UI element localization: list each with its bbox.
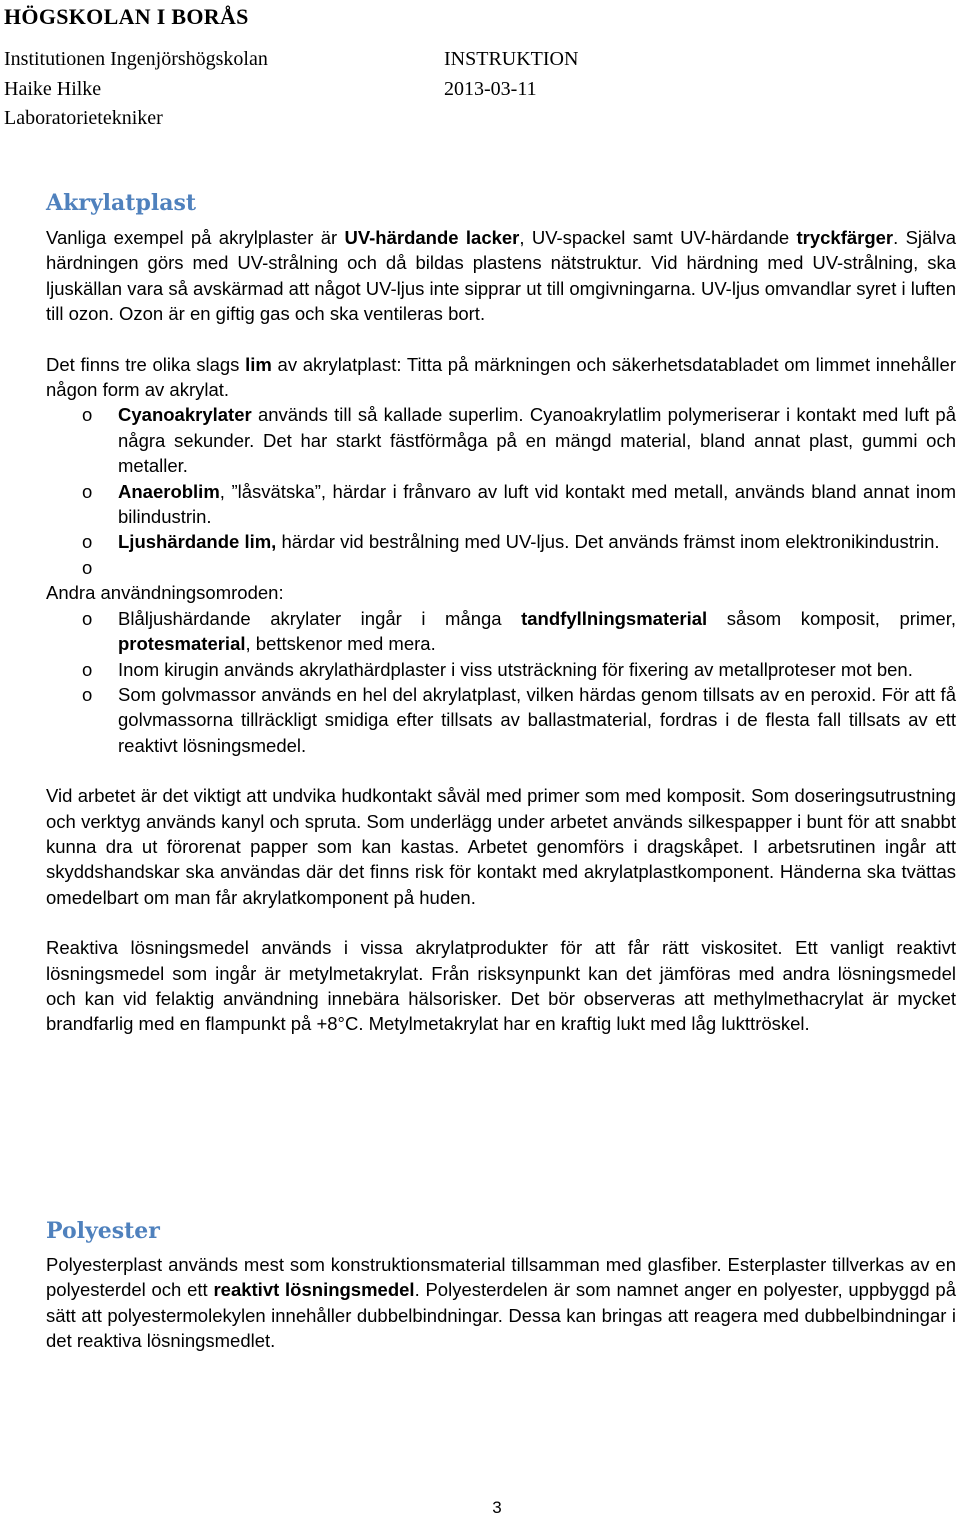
text-run: Polyesterplast används mest som konstruktionsmaterial tillsamman med glasfiber. Esterplaster tillverkas av en polyesterdel och ett xyxy=(46,1254,956,1301)
text-run: . Polyesterdelen är som namnet anger en polyester, uppbyggd på sätt att polyestermolekylen innehåller dubbelbindningar. Dessa kan bringas att reagera med dubbelbindningar i det reaktiva lösningsmedlet. xyxy=(46,1279,956,1352)
author-name: Haike Hilke xyxy=(4,78,102,100)
paragraph-polyester xyxy=(46,1252,956,1354)
paragraph-reactive-solvents: Reaktiva lösningsmedel används i vissa akrylatprodukter för att får rätt viskositet. Ett vanligt reaktivt lösningsmedel som ingår är metylmetakrylat. Från risksynpunkt kan det jämföras med andra lösningsmedel och kan vid felaktig användning innebära hälsorisker. Det bör observeras att methylmethacrylat är mycket brandfarlig med en flampunkt på +8°C. Metylmetakrylat har en kraftig lukt med låg lukttröskel. xyxy=(46,937,956,1035)
list-item xyxy=(46,682,956,758)
list-item-empty xyxy=(46,555,956,580)
bullet: o xyxy=(82,683,93,705)
text-run: Som golvmassor används en hel del akrylatplast, vilken härdas genom tillsats av en peroxid. För att få golvmassorna tillräckligt smidiga efter tillsats av ballastmaterial, fordras i de flesta fall tillsats av ett reaktivt lösningsmedel. xyxy=(118,683,956,756)
text-run: Vanliga exempel på akrylplaster är xyxy=(46,227,345,248)
document-date: 2013-03-11 xyxy=(444,78,537,100)
bold-run: reaktivt lösningsmedel xyxy=(213,1279,415,1301)
document-type: INSTRUKTION xyxy=(444,48,579,70)
bold-run: tandfyllningsmaterial xyxy=(521,607,708,629)
text-run: Inom kirugin används akrylathärdplaster i viss utsträckning för fixering av metallproteser mot ben. xyxy=(118,658,913,680)
section-body-polyester xyxy=(46,1252,956,1354)
organization-name: HÖGSKOLAN I BORÅS xyxy=(4,4,249,29)
text-run: av akrylatplast: Titta på märkningen och säkerhetsdatabladet om limmet innehåller någon form av akrylat. xyxy=(46,353,956,401)
paragraph-intro xyxy=(46,225,956,327)
list-item xyxy=(46,402,956,478)
bold-run: lim xyxy=(245,353,272,375)
list-item xyxy=(46,657,956,682)
glue-types-list xyxy=(46,402,956,580)
bold-run: UV-härdande lacker xyxy=(344,227,520,248)
text-run: . Själva härdningen görs med UV-strålning och då bildas plastens nätstruktur. Vid härdning med UV-strålning, ska ljuskällan vara så avskärmad att något UV-ljus inte sipprar ut till omgivningarna. UV-ljus omvandlar syret i luften till ozon. Ozon är en giftig gas och ska ventileras bort. xyxy=(46,227,956,325)
bold-run: tryckfärger xyxy=(796,227,894,248)
text-run: Blåljushärdande akrylater ingår i många xyxy=(118,607,522,629)
bold-run: Anaeroblim xyxy=(118,480,220,502)
paragraph-lim xyxy=(46,352,956,403)
section-heading-akrylatplast: Akrylatplast xyxy=(46,190,197,216)
other-uses-list xyxy=(46,606,956,758)
text-run: , ”låsvätska”, härdar i frånvaro av luft vid kontakt med metall, används bland annat inom bilindustrin. xyxy=(118,480,956,528)
bullet: o xyxy=(82,404,93,426)
text-run: härdar vid bestrålning med UV-ljus. Det används främst inom elektronikindustrin. xyxy=(276,531,940,553)
text-run: , bettskenor med mera. xyxy=(245,633,436,655)
bullet: o xyxy=(82,531,93,553)
bold-run: Cyanoakrylater xyxy=(118,404,252,426)
list-item xyxy=(46,606,956,657)
paragraph-work-safety: Vid arbetet är det viktigt att undvika hudkontakt såväl med primer som med komposit. Som doseringsutrustning och verktyg används kanyl och spruta. Som underlägg under arbetet används silkespapper i bunt för att snabbt kunna dra ut förorenat papper som kan kastas. Arbetet genomförs i dragskåpet. I arbetsrutinen ingår att skyddshandskar ska användas där det finns risk för kontakt med akrylatplastkomponent. Händerna ska tvättas omedelbart om man får akrylatkomponent på huden. xyxy=(46,785,956,908)
section-heading-polyester: Polyester xyxy=(46,1218,160,1244)
list-item xyxy=(46,529,956,554)
bullet: o xyxy=(82,607,93,629)
department-name: Institutionen Ingenjörshögskolan xyxy=(4,48,268,70)
bullet: o xyxy=(82,658,93,680)
bold-run: Ljushärdande lim, xyxy=(118,531,277,553)
bullet: o xyxy=(82,556,93,578)
text-run: såsom komposit, primer, xyxy=(707,607,956,629)
text-run: Det finns tre olika slags xyxy=(46,353,246,375)
page-number: 3 xyxy=(492,1498,502,1517)
list-item xyxy=(46,479,956,530)
other-uses-label: Andra användningsomroden: xyxy=(46,582,284,604)
text-run: används till så kallade superlim. Cyanoakrylatlim polymeriserar i kontakt med luft på några sekunder. Det har starkt fästförmåga på en mängd material, bland annat plast, gummi och metaller. xyxy=(118,404,956,477)
bold-run: protesmaterial xyxy=(118,633,246,655)
section-body-akrylatplast xyxy=(46,225,956,1037)
author-role: Laboratorietekniker xyxy=(4,107,163,129)
bullet: o xyxy=(82,480,93,502)
text-run: , UV-spackel samt UV-härdande xyxy=(519,227,797,248)
